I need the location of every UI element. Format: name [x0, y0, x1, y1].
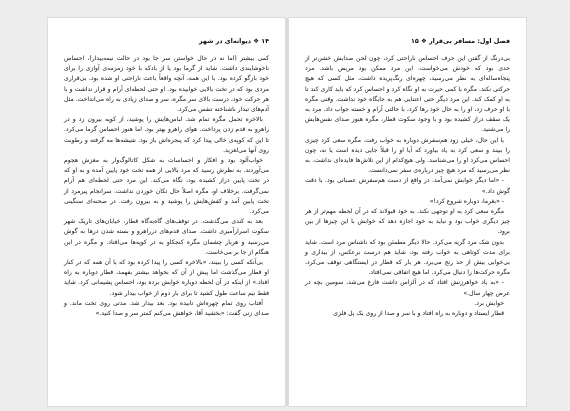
right-page-header-title: فصل اول: مسافر بی‌قرار ❖ ۱۵	[410, 37, 510, 45]
paragraph: با این حال، خیلی زود هم‌سفرش دوباره به خواب رفت. مگره سعی کرد چیزی را ببیند و سعی کرد به یاد بیاورد که آیا او را قبلاً جایی دیده است یا نه، چون احساس می‌کرد او را می‌شناسد. ولی هیچ‌کدام از این تلاش‌ها فایده‌ای نداشت. به نظر می‌رسید که مرد هیچ چیز درباره‌ی سفر نمی‌دانست.	[305, 136, 510, 175]
paragraph: بی‌درنگ از گفتن این حرف احساس ناراحتی کرد، چون لحن صدایش خشن‌تر از حدی بود که خودش می‌خواست. این مرد ممکن بود مریض باشد. مرد پنجاه‌ساله‌ای به نظر می‌رسید، چهره‌ای رنگ‌پریده داشت، مثل کسی که هیچ حرکتی نکند. مگره با کمی حیرت به او نگاه کرد و احساس کرد که باید کاری کند تا به او کمک کند. این مرد دیگر حتی اعتنایی هم به جایگاه خود نداشت. وقتی مگره با او حرف زد، او را به حال خود رها کرد، با حالتی آرام و خسته جواب داد. مرد به یک سقف دراز کشیده بود و با وجود سکوت قطار، مگره هنوز صدای نفس‌هایش را می‌شنید.	[305, 55, 510, 134]
paragraph: - «اما دیگر خوابش نمی‌آمد. در واقع از دست هم‌سفرش عصبانی بود. با دقت گوش داد.»	[305, 177, 510, 195]
left-page-header	[64, 36, 269, 46]
right-page-header	[305, 36, 510, 46]
paragraph: بدون شک مرد گریه می‌کرد. حالا دیگر مطمئن بود که ناشناس مرد است. شاید برای مدت کوتاهی به خواب رفته بود، شاید هم درست برعکس، از بیداری و بی‌خوابی بیش از حد رنج می‌برد. هر بار که قطار در ایستگاهی توقف می‌کرد، مگره حرکت‌ها را دنبال می‌کرد. اما هیچ اتفاقی نمی‌افتاد.	[305, 238, 510, 277]
right-page-body	[305, 54, 510, 319]
right-page	[289, 18, 526, 406]
paragraph: کمی بیشتر (اما نه در حال خواستن سر جا بود در حالت نیمه‌بیدار)، احساس ناخوشایندی داشت. شاید از گرما بود یا از بادکه با خود زمزمه‌ی آوازی را برای خود بازگو کرده بود. با این همه، آنچه واقعاً باعث ناراحتی او شده بود، بی‌قراری مردی بود که در تخت بالایی خوابیده بود. او حتی لحظه‌ای آرام و قرار نداشت و با هر حرکت خود، درست بالای سر مگره، سر و صدای زیادی به راه می‌انداخت. مثل آدم‌های تبدار ناشناخته تنفس می‌کرد.	[64, 55, 269, 114]
left-page	[48, 18, 285, 406]
paragraph: خوابش برد.	[474, 299, 504, 307]
left-page-header-title: ۱۴ ❖ دیوانه‌ای در شهر	[198, 37, 269, 45]
paragraph: آفتاب روی تمام چهره‌اش تابیده بود. بعد بیدار شد. مدتی روی تخت ماند. و صدای زنی گفت: «بخشید آقا، خواهش می‌کنم کمتر سر و صدا کنید.»	[64, 299, 269, 318]
paragraph: - «بغرما، دوباره شروع کرد!»	[429, 197, 504, 205]
paragraph: بی‌آنکه کسی را ببیند، «بالاخره کسی را پیدا کرده بود که با آن همه که در کنار او قطار می‌گذشت اما پیش از آن که بخواهد بیشتر بفهمد، قطار دوباره به راه افتاد.» از اینکه در آن لحظه دوباره خوابش برده بود، احساس پشیمانی کرد. شاید فقط نیم ساعت طول کشید تا برای بار دوم از خواب بیدار شود.	[64, 259, 269, 297]
paragraph: بالاخره تحمل مگره تمام شد. لباس‌هایش را پوشید، از کوپه بیرون زد و در راهرو به قدم زدن پرداخت. هوای راهرو بهتر بود. اما هنوز احساس گرما می‌کرد. تا این که کوپه‌ی خالی پیدا کرد که پنجره‌اش باز بود. شیشه‌ها مه گرفته و رطوبت روی آنها می‌لغزید.	[64, 116, 269, 154]
paragraph: خواب‌آلود بود و افکار و احساسات به شکل کاتالوگ‌وار به مغزش هجوم می‌آوردند. به نظرش رسید که مرد بالایی از همه تخت خود پایین آمده و به او که در تخت پایین دراز کشیده بود، نگاه می‌کند. این مرد حتی لحظه‌ای هم آرام نمی‌گرفت. برخلاف او، مگره اصلاً حال تکان خوردن نداشت. سرانجام پیرمرد از تخت پایین آمد و کفش‌هایش را پوشید و به بیرون رفت. در صحنه‌ای سنگینی می‌کرد.	[64, 157, 269, 216]
book-spread	[48, 18, 526, 406]
paragraph: قطار ایستاد و دوباره به راه افتاد و با سر و صدا از روی یک پل فلزی	[333, 310, 504, 318]
paragraph: بعد به کندی می‌گذشت. در توقف‌های گاه‌به‌گاه قطار، خیابان‌های تاریک شهر سکوت اسرارآمیزی داشت. صدای قدم‌های درراهرو و بسته شدن درها به گوش می‌رسید و هربار چشمان مگره کنجکاو به در کوپه‌ها می‌افتاد. و مگره در این هنگام از جا بر می‌خاست.	[64, 218, 269, 256]
left-page-body	[64, 54, 269, 319]
paragraph: - «به یاد خواهرزنش افتاد که در آلزاس داشت فارغ می‌شد، سومین بچه در عرض چهار سال.»	[305, 279, 510, 297]
paragraph: مگره سعی کرد به او توجهی نکند. به خود قبولاند که در آن لحظه مهم‌تر از هر چیز دیگری خواب بود و نباید به خود اجازه دهد که خوابش با این چیزها از بین برود.	[305, 208, 510, 236]
